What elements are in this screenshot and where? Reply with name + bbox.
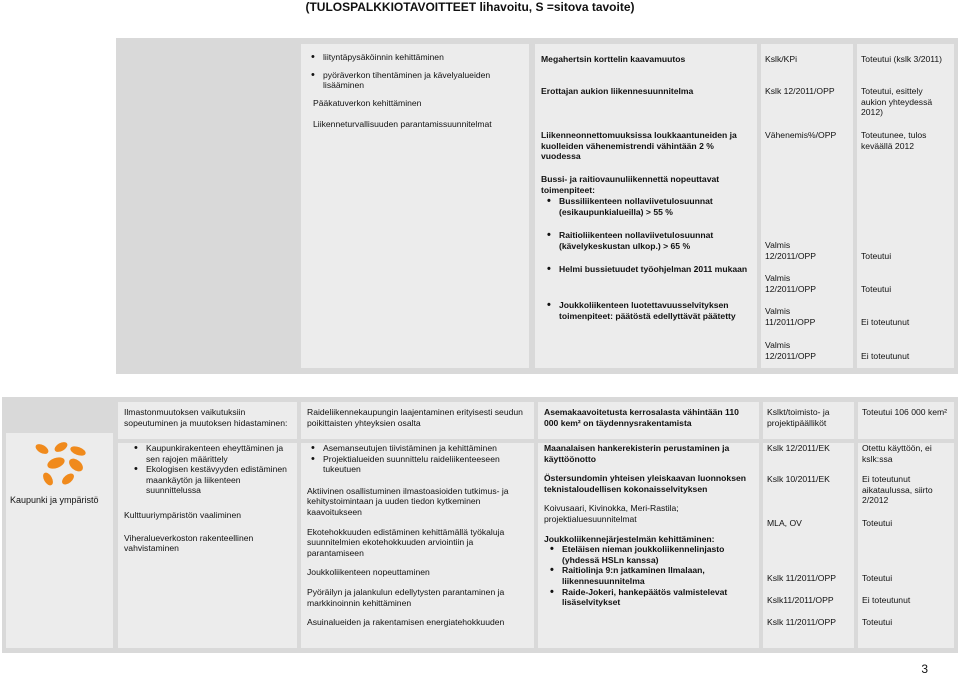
bus-item: • Joukkoliikenteen luotettavuusselvityksen toimenpiteet: päätöstä edellyttävät päätetty — [559, 300, 751, 321]
task-text: Joukkoliikennejärjestelmän kehittäminen: — [544, 533, 715, 544]
task-bullet: • Raitiolinja 9:n jatkaminen Ilmalaan, liikennesuunnitelma — [562, 565, 753, 586]
goal-bullet: • Asemanseutujen tiivistäminen ja kehittäminen — [323, 443, 528, 454]
resp-text: Kslk11/2011/OPP — [767, 595, 834, 605]
goal-bullet: • Projektialueiden suunnittelu raideliikenteeseen tukeutuen — [323, 454, 528, 475]
goal-bullet: • Ekologisen kestävyyden edistäminen maankäytön ja liikenteen suunnittelussa — [146, 464, 291, 496]
top-left-text: Pääkatuverkon kehittäminen — [313, 97, 422, 108]
task-text: Bussi- ja raitiovaunuliikennettä nopeuttavat toimenpiteet: — [541, 174, 720, 195]
header-cell — [118, 402, 297, 439]
goal-text: Ekotehokkuuden edistäminen kehittämällä työkaluja suunnitelmien ekotehokkuuden arviointiin ja parantamiseen — [307, 526, 505, 558]
status-text: Toteutui — [862, 573, 893, 583]
resp-text: Valmis 12/2011/OPP — [765, 240, 816, 261]
body-cell — [118, 443, 297, 648]
top-left-cell — [301, 44, 529, 368]
resp-text: Kslk 11/2011/OPP — [767, 617, 836, 627]
top-left-bullet: • liityntäpysäköinnin kehittäminen — [323, 52, 523, 63]
task-text: Erottajan aukion liikennesuunnitelma — [541, 86, 694, 96]
body-cell — [858, 443, 954, 648]
goal-text: Kulttuuriympäristön vaaliminen — [124, 509, 242, 520]
status-text: Toteutunee, tulos keväällä 2012 — [861, 130, 927, 151]
resp-text: MLA, OV — [767, 518, 802, 528]
status-text: Ei toteutunut — [862, 595, 911, 605]
task-bullet: • Eteläisen nieman joukkoliikennelinjasto (yhdessä HSLn kanssa) — [562, 544, 753, 565]
header-cell — [763, 402, 854, 439]
top-resp-cell — [761, 44, 853, 368]
task-text: Östersundomin yhteisen yleiskaavan luonnoksen teknistaloudellisen kokonaisselvityksen — [544, 473, 747, 494]
status-text: Toteutui (kslk 3/2011) — [861, 54, 943, 64]
status-text: Toteutui — [862, 518, 893, 528]
status-text: Toteutui, esittely aukion yhteydessä 2012) — [861, 86, 933, 118]
body-cell — [301, 443, 534, 648]
resp-text: Kslk 10/2011/EK — [767, 474, 830, 484]
body-cell — [538, 443, 759, 648]
goal-text: Viheralueverkoston rakenteellinen vahvistaminen — [124, 532, 254, 554]
body-cell — [763, 443, 854, 648]
resp-text: Valmis 12/2011/OPP — [765, 340, 816, 361]
goal-text: Asuinalueiden ja rakentamisen energiatehokkuuden — [307, 617, 505, 628]
task-text: Koivusaari, Kivinokka, Meri-Rastila; projektialuesuunnitelmat — [544, 503, 679, 524]
header-text: Ilmastonmuutoksen vaikutuksiin sopeutuminen ja muutoksen hidastaminen: — [124, 407, 288, 428]
resp-text: Kslk/KPi — [765, 54, 797, 64]
top-left-text: Liikenneturvallisuuden parantamissuunnitelmat — [313, 119, 492, 130]
status-text: Ei toteutunut — [861, 351, 910, 361]
resp-text: Vähenemis%/OPP — [765, 130, 837, 140]
leaves-icon — [28, 439, 98, 499]
task-text: Megahertsin korttelin kaavamuutos — [541, 54, 686, 64]
bus-item: • Bussiliikenteen nollaviivetulosuunnat (esikaupunkialueilla) > 55 % — [559, 196, 751, 217]
bus-item: • Raitioliikenteen nollaviivetulosuunnat (kävelykeskustan ulkop.) > 65 % — [559, 230, 751, 251]
header-text: Toteutui 106 000 kem² — [862, 407, 948, 417]
header-text: Raideliikennekaupungin laajentaminen erityisesti seudun poikittaisten yhteyksien osalta — [307, 407, 523, 428]
goal-text: Pyöräilyn ja jalankulun edellytysten parantaminen ja markkinoinnin kehittäminen — [307, 586, 505, 608]
resp-text: Kslk 12/2011/EK — [767, 443, 830, 453]
task-bullet: • Raide-Jokeri, hankepäätös valmistelevat lisäselvitykset — [562, 587, 753, 608]
page-title: (TULOSPALKKIOTAVOITTEET lihavoitu, S =sitova tavoite) — [305, 0, 635, 14]
top-status-cell — [857, 44, 954, 368]
header-text: Kslkt/toimisto- ja projektipäälliköt — [767, 407, 830, 428]
status-text: Otettu käyttöön, ei kslk:ssa — [862, 443, 932, 464]
top-mid-cell — [535, 44, 757, 368]
goal-bullet: • Kaupunkirakenteen eheyttäminen ja sen rajojen määrittely — [146, 443, 291, 464]
task-text: Maanalaisen hankerekisterin perustaminen ja käyttöönotto — [544, 443, 730, 464]
header-cell — [858, 402, 954, 439]
resp-text: Kslk 11/2011/OPP — [767, 573, 836, 583]
status-text: Ei toteutunut aikataulussa, siirto 2/2012 — [862, 474, 933, 506]
section-cell — [6, 433, 113, 648]
header-cell — [538, 402, 759, 439]
goal-text: Joukkoliikenteen nopeuttaminen — [307, 567, 430, 578]
status-text: Toteutui — [861, 284, 892, 294]
resp-text: Kslk 12/2011/OPP — [765, 86, 835, 96]
header-text: Asemakaavoitetusta kerrosalasta vähintään 110 000 kem² on täydennysrakentamista — [544, 407, 739, 428]
top-left-bullet: • pyöräverkon tihentäminen ja kävelyalueiden lisääminen — [323, 70, 523, 91]
page-number: 3 — [921, 662, 928, 676]
resp-text: Valmis 11/2011/OPP — [765, 306, 816, 327]
goal-text: Aktiivinen osallistuminen ilmastoasioiden tutkimus- ja kehitystoimintaan ja uuden tiedon kytkeminen kaavoitukseen — [307, 485, 509, 517]
section-label: Kaupunki ja ympäristö — [10, 495, 99, 505]
bus-item: • Helmi bussietuudet työohjelman 2011 mukaan — [559, 264, 751, 275]
status-text: Toteutui — [862, 617, 893, 627]
resp-text: Valmis 12/2011/OPP — [765, 273, 816, 294]
task-text: Liikenneonnettomuuksissa loukkaantuneiden ja kuolleiden vähenemistrendi vähintään 2 % vuodessa — [541, 130, 737, 162]
status-text: Toteutui — [861, 251, 892, 261]
status-text: Ei toteutunut — [861, 317, 910, 327]
header-cell — [301, 402, 534, 439]
